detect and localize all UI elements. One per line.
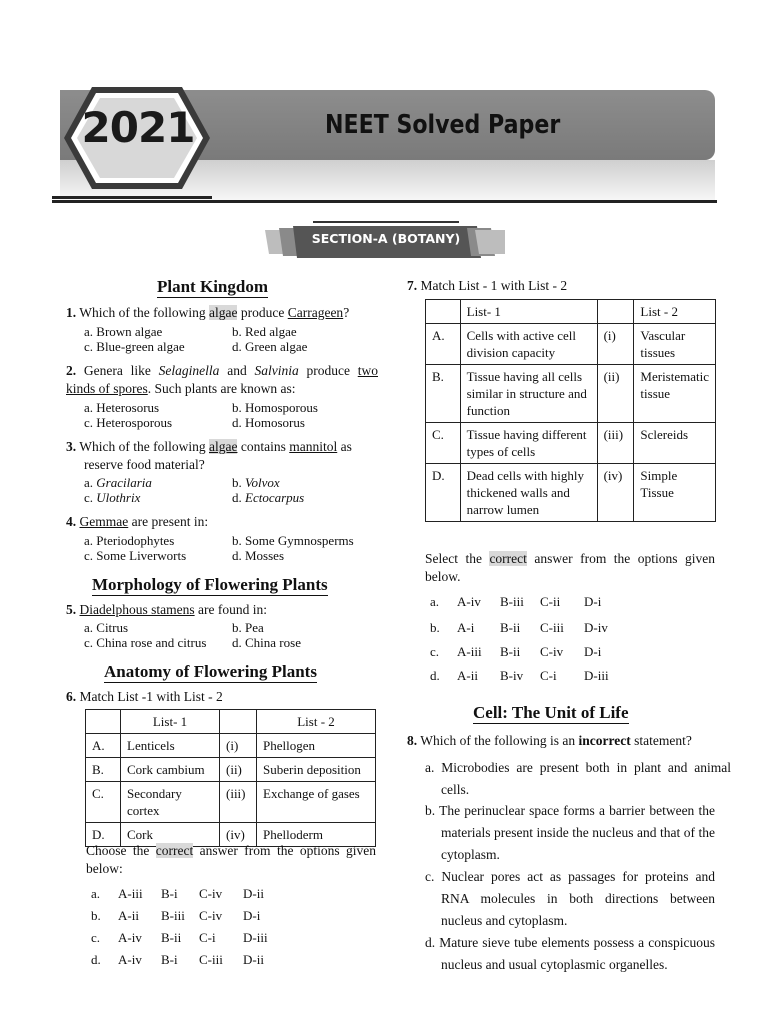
year-label: 2021 — [81, 103, 195, 152]
table-cell: (ii) — [220, 758, 257, 782]
option-d: d. Green algae — [232, 339, 308, 354]
opt-match: D-ii — [243, 952, 264, 967]
q5-text: are found in: — [194, 602, 267, 617]
heading-morphology: Morphology of Flowering Plants — [92, 575, 328, 594]
question-1 — [66, 304, 378, 322]
q8-option-c: c. Nuclear pores act as passages for proteins and RNA molecules in both directions between nucleus and cytoplasm. — [425, 869, 715, 928]
match-table-q6 — [85, 709, 376, 847]
option-a — [84, 475, 152, 490]
opt-label: b. — [430, 620, 440, 635]
heading-anatomy: Anatomy of Flowering Plants — [104, 662, 317, 681]
q2-keyword-spores: kinds of spores — [66, 381, 148, 396]
question-3 — [66, 438, 378, 456]
table-cell: Lenticels — [121, 734, 220, 758]
answer-option-a — [430, 594, 601, 609]
option-a: a. Pteriodophytes — [84, 533, 175, 548]
q6-text: Match List -1 with List - 2 — [79, 689, 223, 704]
table-header: List- 1 — [121, 710, 220, 734]
table-cell: Sclereids — [634, 423, 716, 464]
table-cell: D. — [86, 823, 121, 847]
opt-label: d. — [91, 952, 101, 967]
opt-match: C-iv — [540, 644, 564, 659]
opt-label: c. — [91, 930, 101, 945]
option-b: b. Red algae — [232, 324, 297, 339]
opt-match: B-ii — [500, 620, 521, 635]
table-cell: A. — [86, 734, 121, 758]
answer-option-a — [91, 886, 264, 901]
q7-text: Match List - 1 with List - 2 — [420, 278, 568, 293]
opt-match: A-ii — [457, 668, 478, 683]
question-number: 2. — [66, 363, 77, 378]
answer-option-c — [430, 644, 601, 659]
table-row — [426, 464, 716, 522]
option-b: b. Pea — [232, 620, 264, 635]
table-cell: A. — [426, 324, 461, 365]
match-table-q7 — [425, 299, 716, 522]
option-a: a. Brown algae — [84, 324, 163, 339]
opt-match: A-iii — [457, 644, 482, 659]
table-cell: (iii) — [220, 782, 257, 823]
option-text: Volvox — [245, 475, 280, 490]
q7-select-instruction — [425, 550, 715, 586]
q1-text-mid: produce — [237, 305, 288, 320]
table-cell: (ii) — [597, 365, 634, 423]
option-d: d. China rose — [232, 635, 301, 650]
table-cell: Tissue having different types of cells — [460, 423, 597, 464]
opt-label: d. — [430, 668, 440, 683]
header-rule — [52, 200, 717, 203]
table-header: List - 2 — [257, 710, 376, 734]
question-number: 7. — [407, 278, 418, 293]
opt-match: C-i — [199, 930, 216, 945]
table-cell: Vascular tissues — [634, 324, 716, 365]
option-d: d. Mosses — [232, 548, 285, 563]
answer-option-c — [91, 930, 268, 945]
q2-genus-salvinia: Salvinia — [254, 363, 299, 378]
table-cell: Phellogen — [257, 734, 376, 758]
keyword-correct: correct — [489, 551, 527, 566]
opt-label: c. — [430, 644, 440, 659]
opt-label: a. — [430, 594, 440, 609]
opt-match: C-ii — [540, 594, 561, 609]
question-6 — [66, 688, 223, 706]
table-cell: (i) — [597, 324, 634, 365]
table-cell: (iv) — [597, 464, 634, 522]
q1-text-end: ? — [343, 305, 350, 320]
option-a: a. Heterosorus — [84, 400, 160, 415]
table-cell — [220, 710, 257, 734]
opt-label: a. — [91, 886, 101, 901]
heading-cell-unit-of-life: Cell: The Unit of Life — [473, 703, 629, 722]
opt-label: b. — [91, 908, 101, 923]
question-4 — [66, 513, 208, 531]
table-cell: Suberin deposition — [257, 758, 376, 782]
q5-keyword-diadelphous: Diadelphous stamens — [79, 602, 195, 617]
q3-text: Which of the following — [79, 439, 209, 454]
table-cell: Exchange of gases — [257, 782, 376, 823]
paper-title: NEET Solved Paper — [325, 110, 561, 140]
keyword-correct: correct — [155, 843, 194, 858]
table-cell — [426, 300, 461, 324]
heading-plant-kingdom: Plant Kingdom — [157, 277, 268, 296]
option-label: a. — [84, 475, 97, 490]
answer-option-b — [91, 908, 260, 923]
opt-match: D-i — [243, 908, 261, 923]
instruction-text-end: answer from the options given below: — [86, 843, 376, 876]
question-number: 8. — [407, 733, 418, 748]
opt-match: D-iii — [243, 930, 268, 945]
q2-text: Genera like — [83, 363, 159, 378]
opt-match: B-iii — [500, 594, 524, 609]
question-7 — [407, 277, 567, 295]
option-text: Ectocarpus — [245, 490, 305, 505]
option-c: c. Some Liverworts — [84, 548, 187, 563]
option-label: b. — [232, 475, 245, 490]
q8-text-end: statement? — [630, 733, 692, 748]
section-title: SECTION-A (BOTANY) — [311, 231, 461, 246]
opt-match: C-iv — [199, 886, 223, 901]
opt-match: D-iv — [584, 620, 608, 635]
q2-text-mid: produce — [298, 363, 358, 378]
option-text: Ulothrix — [96, 490, 141, 505]
q8-option-a: a. Microbodies are present both in plant and animal cells. — [425, 760, 731, 797]
header-rule-accent — [52, 196, 212, 199]
table-row — [86, 758, 376, 782]
q8-option-d: d. Mature sieve tube elements possess a conspicuous nucleus and usual cytoplasmic organelles. — [425, 935, 715, 972]
opt-match: B-i — [161, 952, 178, 967]
opt-match: B-ii — [500, 644, 521, 659]
question-number: 1. — [66, 305, 77, 320]
question-number: 6. — [66, 689, 77, 704]
opt-match: C-iii — [199, 952, 223, 967]
question-number: 3. — [66, 439, 77, 454]
table-cell: Cells with active cell division capacity — [460, 324, 597, 365]
table-cell: Cork — [121, 823, 220, 847]
table-cell: C. — [86, 782, 121, 823]
table-row — [86, 782, 376, 823]
opt-match: D-i — [584, 644, 602, 659]
option-c: c. China rose and citrus — [84, 635, 207, 650]
table-cell: D. — [426, 464, 461, 522]
instruction-text: Choose the — [86, 843, 156, 858]
option-d: d. Homosorus — [232, 415, 305, 430]
q8-text: Which of the following is an — [420, 733, 579, 748]
table-cell: C. — [426, 423, 461, 464]
opt-match: A-ii — [118, 908, 139, 923]
answer-option-b — [430, 620, 608, 635]
opt-match: A-iv — [457, 594, 481, 609]
table-row — [426, 423, 716, 464]
table-cell: (i) — [220, 734, 257, 758]
opt-match: A-i — [457, 620, 475, 635]
q1-keyword-algae: algae — [209, 305, 238, 320]
q3-keyword-mannitol: mannitol — [289, 439, 338, 454]
opt-match: A-iv — [118, 930, 142, 945]
table-cell: (iii) — [597, 423, 634, 464]
table-cell: Meristematic tissue — [634, 365, 716, 423]
q3-text-end: as — [337, 439, 352, 454]
opt-match: B-ii — [161, 930, 182, 945]
table-row — [426, 324, 716, 365]
opt-match: D-i — [584, 594, 602, 609]
table-cell: B. — [86, 758, 121, 782]
opt-match: C-i — [540, 668, 557, 683]
table-cell: B. — [426, 365, 461, 423]
opt-match: D-iii — [584, 668, 609, 683]
table-cell: Secondary cortex — [121, 782, 220, 823]
instruction-text: Select the — [425, 551, 490, 566]
question-2 — [66, 362, 378, 398]
q3-keyword-algae: algae — [209, 439, 238, 454]
option-c: c. Heterosporous — [84, 415, 173, 430]
instruction-text-end: answer from the options given below. — [425, 551, 715, 584]
table-cell: Tissue having all cells similar in structure and function — [460, 365, 597, 423]
table-cell: Phelloderm — [257, 823, 376, 847]
table-header-row — [426, 300, 716, 324]
table-row — [86, 734, 376, 758]
q1-text: Which of the following — [79, 305, 209, 320]
opt-match: A-iv — [118, 952, 142, 967]
question-number: 4. — [66, 514, 77, 529]
q2-text-and: and — [219, 363, 255, 378]
answer-option-d — [91, 952, 264, 967]
table-cell: (iv) — [220, 823, 257, 847]
option-label: c. — [84, 490, 97, 505]
q4-text: are present in: — [128, 514, 209, 529]
opt-match: C-iv — [199, 908, 223, 923]
q3-line2: reserve food material? — [84, 457, 205, 472]
q6-choose-instruction — [86, 842, 376, 878]
option-b — [232, 475, 280, 490]
answer-option-d — [430, 668, 609, 683]
question-5 — [66, 601, 267, 619]
table-header: List- 1 — [460, 300, 597, 324]
table-cell: Cork cambium — [121, 758, 220, 782]
opt-match: C-iii — [540, 620, 564, 635]
opt-match: B-iii — [161, 908, 185, 923]
option-d — [232, 490, 304, 505]
option-c: c. Blue-green algae — [84, 339, 185, 354]
q3-text-mid: contains — [237, 439, 290, 454]
option-a: a. Citrus — [84, 620, 129, 635]
option-c — [84, 490, 140, 505]
option-b: b. Some Gymnosperms — [232, 533, 354, 548]
question-number: 5. — [66, 602, 77, 617]
table-header: List - 2 — [634, 300, 716, 324]
table-cell — [597, 300, 634, 324]
table-cell: Simple Tissue — [634, 464, 716, 522]
opt-match: B-iv — [500, 668, 524, 683]
table-cell — [86, 710, 121, 734]
option-label: d. — [232, 490, 245, 505]
q1-keyword-carrageen: Carrageen — [287, 305, 344, 320]
opt-match: D-ii — [243, 886, 264, 901]
q2-text-end: . Such plants are known as: — [147, 381, 296, 396]
option-b: b. Homosporous — [232, 400, 318, 415]
opt-match: A-iii — [118, 886, 143, 901]
option-text: Gracilaria — [96, 475, 152, 490]
table-row — [426, 365, 716, 423]
q2-genus-selaginella: Selaginella — [158, 363, 220, 378]
q8-option-b: b. The perinuclear space forms a barrier between the materials present inside the nucleus and that of the cytoplasm. — [425, 803, 715, 862]
question-8 — [407, 732, 692, 750]
table-cell: Dead cells with highly thickened walls and narrow lumen — [460, 464, 597, 522]
opt-match: B-i — [161, 886, 178, 901]
q4-keyword-gemmae: Gemmae — [79, 514, 129, 529]
q2-keyword-two: two — [357, 363, 378, 378]
q8-keyword-incorrect: incorrect — [578, 733, 631, 748]
table-header-row — [86, 710, 376, 734]
